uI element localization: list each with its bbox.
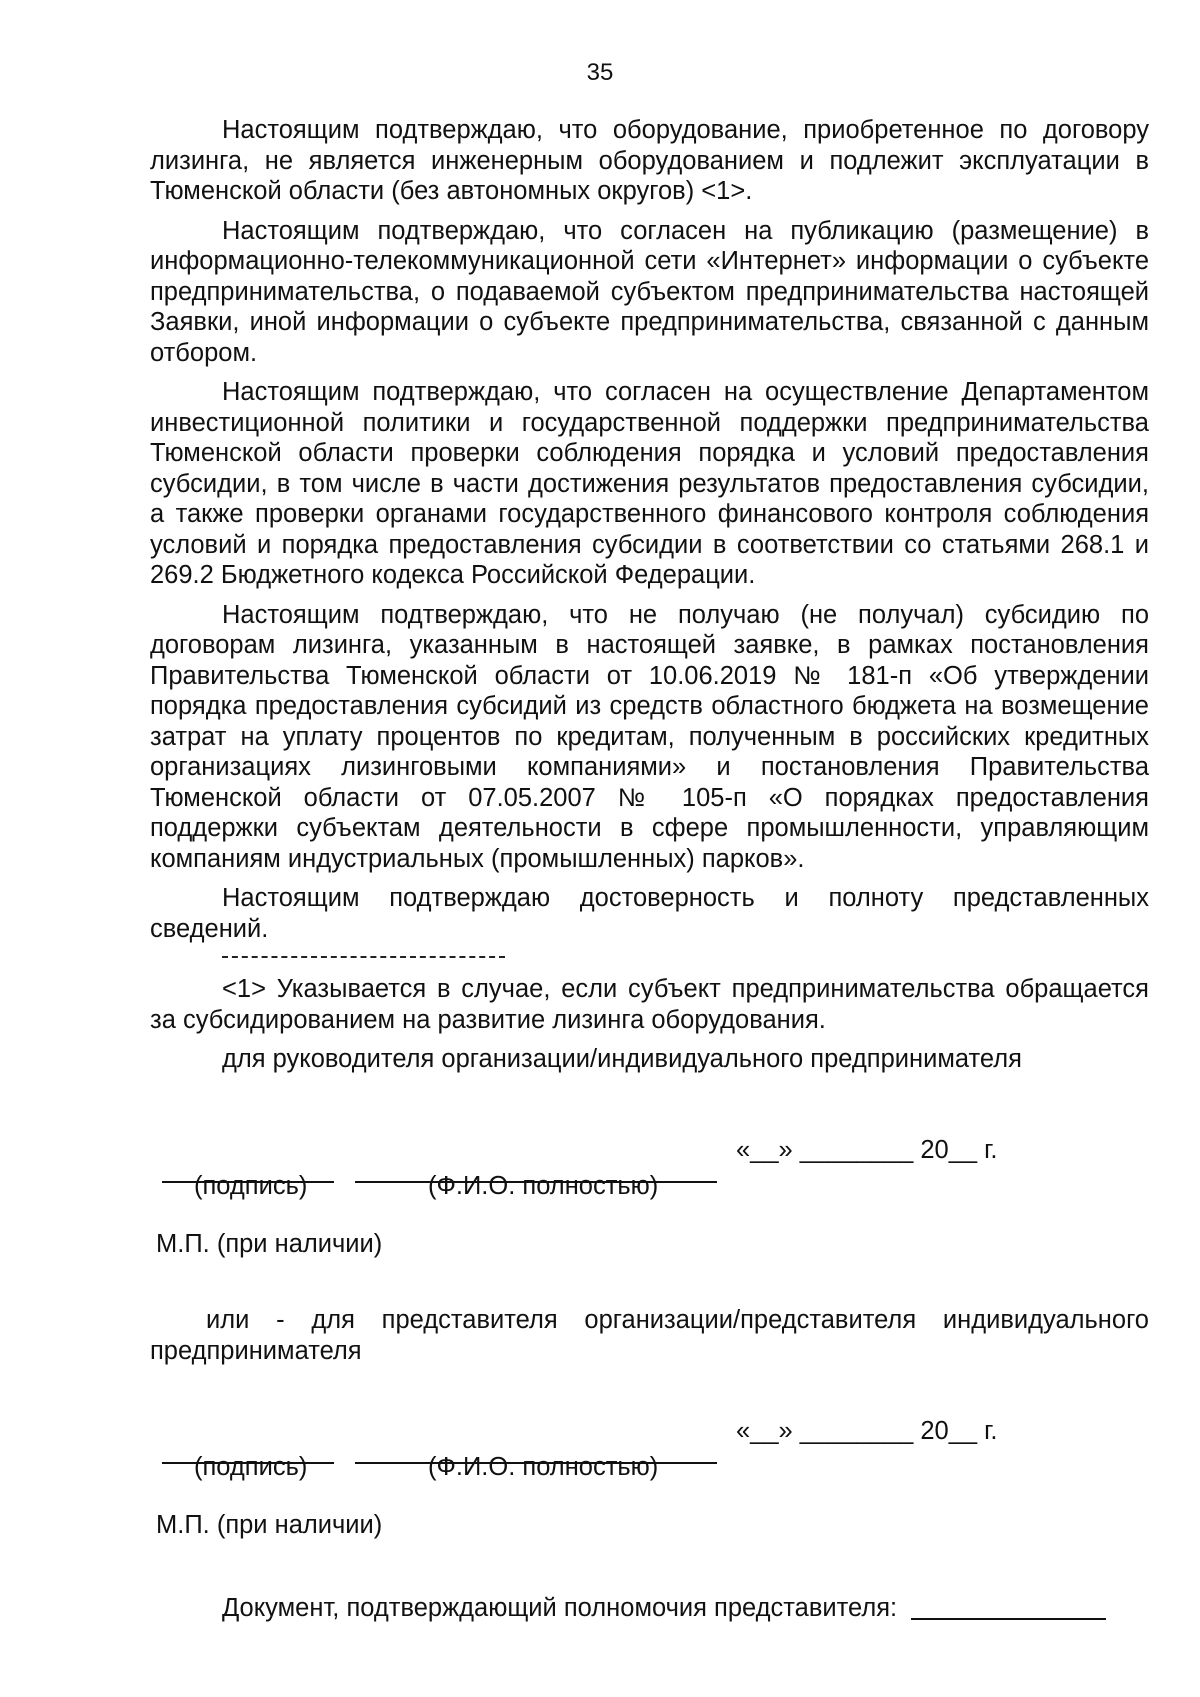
representative-label: или - для представителя организации/представителя индивидуального предпринимателя — [150, 1306, 1149, 1365]
signature-block-head — [150, 1133, 1149, 1213]
signature-block-representative — [150, 1414, 1149, 1494]
footnote-separator — [222, 956, 505, 958]
authority-document-blank[interactable] — [911, 1618, 1106, 1620]
date-field[interactable]: «__» ________ 20__ г. — [736, 1135, 998, 1164]
paragraph-no-subsidy: Настоящим подтверждаю, что не получаю (не получал) субсидию по договорам лизинга, указанным в настоящей заявке, в рамках постановления Правительства Тюменской области от 10.06.2019 № 181-п «Об утверждении порядка предоставления субсидий из средств областного бюджета на возмещение затрат на уплату процентов по кредитам, полученным в российских кредитных организациях лизинговыми компаниями» и постановления Правительства Тюменской области от 07.05.2007 № 105-п «О порядках предоставления поддержки субъектам деятельности в сфере промышленности, управляющим компаниям индустриальных (промышленных) парков». — [150, 600, 1149, 873]
document-body — [150, 115, 1149, 1623]
footnote: <1> Указывается в случае, если субъект предпринимательства обращается за субсидированием на развитие лизинга оборудования. — [150, 975, 1149, 1034]
paragraph-inspection-consent: Настоящим подтверждаю, что согласен на осуществление Департаментом инвестиционной политики и государственной поддержки предпринимательства Тюменской области проверки соблюдения порядка и условий предоставления субсидии, в том числе в части достижения результатов предоставления субсидии, а также проверки органами государственного финансового контроля соблюдения условий и порядка предоставления субсидии в соответствии со статьями 268.1 и 269.2 Бюджетного кодекса Российской Федерации. — [150, 378, 1149, 589]
paragraph-accuracy: Настоящим подтверждаю достоверность и полноту представленных сведений. — [150, 884, 1149, 943]
head-label: для руководителя организации/индивидуального предпринимателя — [222, 1045, 1022, 1073]
page-number: 35 — [586, 59, 614, 86]
caption-signature: (подпись) — [194, 1171, 308, 1200]
caption-full-name: (Ф.И.О. полностью) — [428, 1453, 659, 1481]
paragraph-publication-consent: Настоящим подтверждаю, что согласен на публикацию (размещение) в информационно-телекоммуникационной сети «Интернет» информации о субъекте предпринимательства, о подаваемой субъектом предпринимательства настоящей Заявки, иной информации о субъекте предпринимательства, связанной с данным отбором. — [150, 216, 1149, 367]
caption-full-name: (Ф.И.О. полностью) — [428, 1171, 659, 1200]
authority-document-label: Документ, подтверждающий полномочия представителя: — [222, 1593, 898, 1622]
paragraph-equipment: Настоящим подтверждаю, что оборудование, приобретенное по договору лизинга, не является инженерным оборудованием и подлежит эксплуатации в Тюменской области (без автономных округов) <1>. — [150, 116, 1149, 205]
stamp-label: М.П. (при наличии) — [156, 1511, 383, 1539]
stamp-label: М.П. (при наличии) — [156, 1229, 383, 1258]
authority-document-line — [150, 1593, 1149, 1624]
caption-signature: (подпись) — [194, 1453, 308, 1481]
date-field[interactable]: «__» ________ 20__ г. — [736, 1417, 998, 1445]
